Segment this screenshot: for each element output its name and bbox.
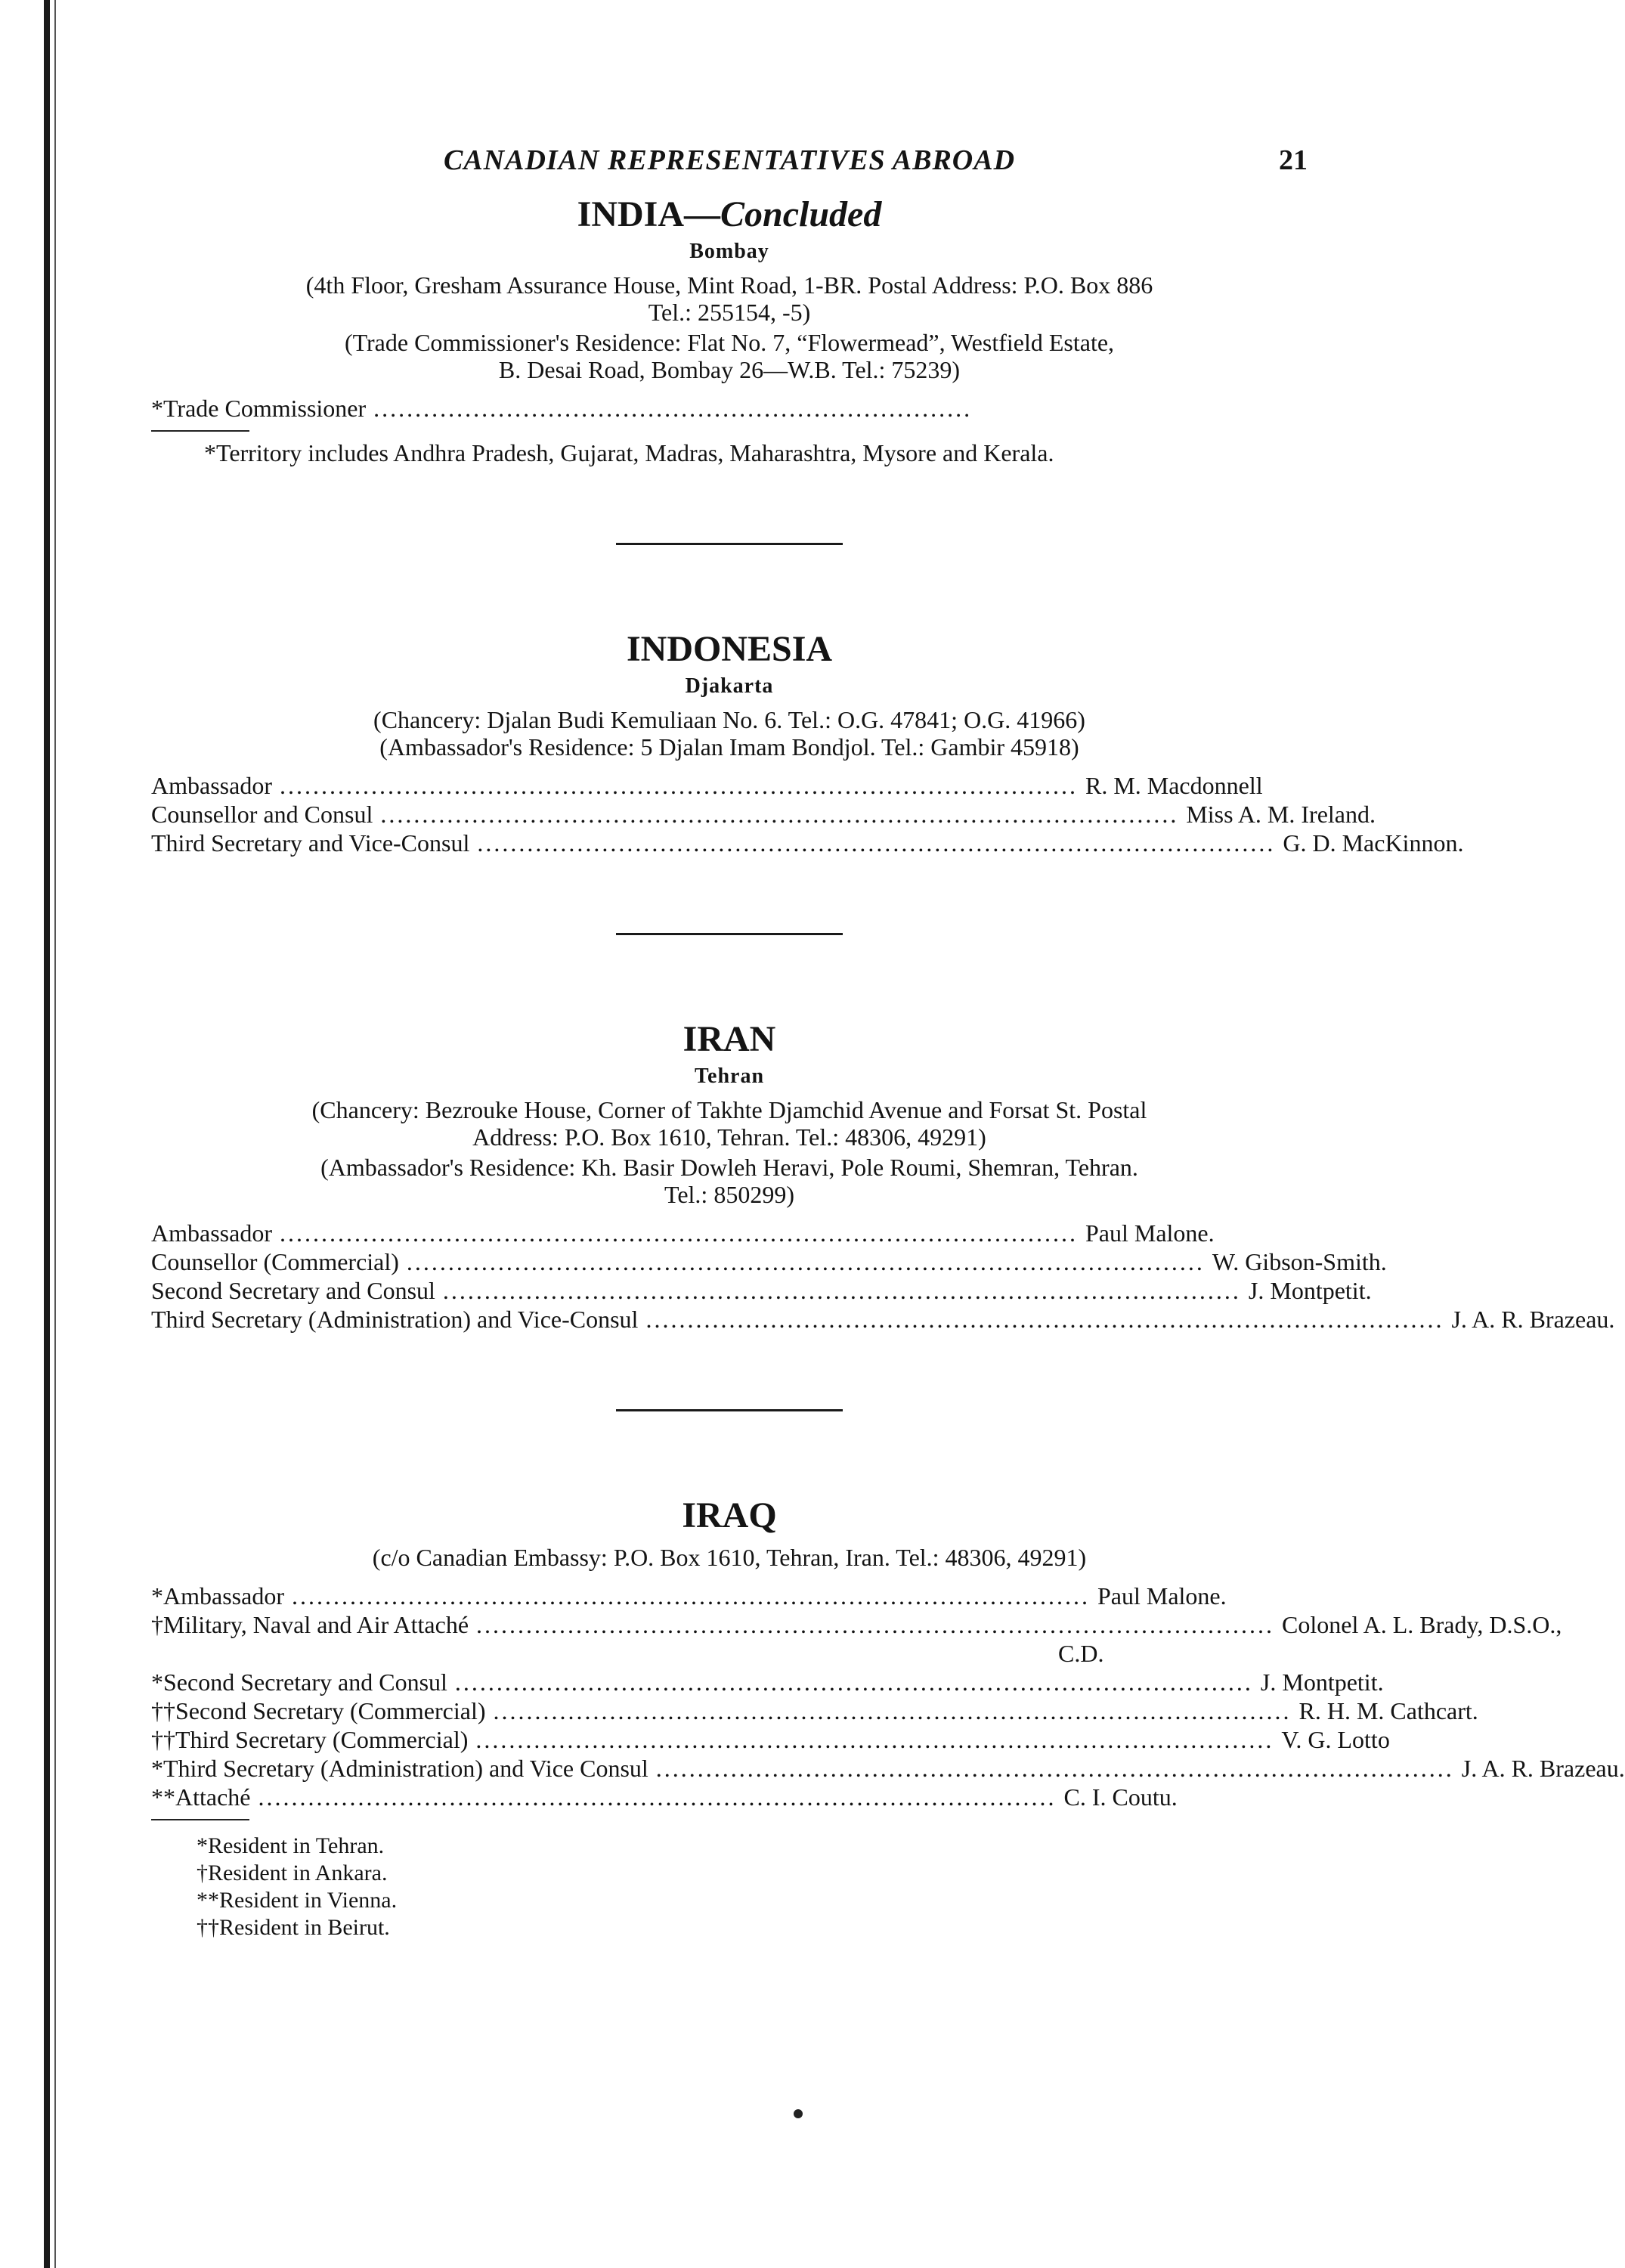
staff-row: Ambassador ................................................................................................ R. M. Macdonnell	[151, 772, 1263, 799]
staff-row: Ambassador ................................................................................................ Paul Malone.	[151, 1219, 1215, 1247]
country-heading: INDONESIA	[626, 629, 833, 669]
staff-row: †Military, Naval and Air Attaché ................................................................................................ Colonel A. L. Brady, D.S.O.,	[151, 1611, 1562, 1638]
page	[151, 144, 1625, 1941]
staff-row: Counsellor and Consul ................................................................................................ Miss A. M. Ireland.	[151, 801, 1376, 828]
footnote: *Territory includes Andhra Pradesh, Gujarat, Madras, Maharashtra, Mysore and Kerala.	[204, 439, 1054, 466]
city-heading: Djakarta	[685, 674, 774, 698]
footnote-rule	[151, 430, 249, 432]
footnote: ††Resident in Beirut.	[197, 1915, 390, 1940]
section-iran	[151, 1018, 1615, 1334]
staff-row: **Attaché ................................................................................................ C. I. Coutu.	[151, 1783, 1178, 1811]
footnote: *Resident in Tehran.	[197, 1833, 385, 1858]
section-separator	[616, 933, 843, 935]
section-separator	[616, 1409, 843, 1411]
staff-row: Third Secretary (Administration) and Vice-Consul ................................................................................................ J. A. R. Brazeau.	[151, 1306, 1615, 1333]
staff-row: Third Secretary and Vice-Consul ................................................................................................ G. D. MacKinnon.	[151, 829, 1464, 857]
address-block: (Chancery: Djalan Budi Kemuliaan No. 6. Tel.: O.G. 47841; O.G. 41966) (Ambassador's Residence: 5 Djalan Imam Bondjol. Tel.: Gambir 45918)	[373, 706, 1085, 761]
staff-row: *Second Secretary and Consul ................................................................................................ J. Montpetit.	[151, 1668, 1384, 1696]
section-indonesia	[151, 628, 1464, 857]
address-block: (Chancery: Bezrouke House, Corner of Takhte Djamchid Avenue and Forsat St. Postal Address: P.O. Box 1610, Tehran. Tel.: 48306, 49291) (Ambassador's Residence: Kh. Basir Dowleh Heravi, Pole Roumi, Shemran, Tehran. Tel.: 850299)	[311, 1096, 1147, 1208]
staff-row: *Trade Commissioner ........................................................................	[151, 395, 973, 422]
city-heading: Bombay	[689, 240, 769, 263]
footnote: †Resident in Ankara.	[197, 1861, 388, 1885]
staff-row: ††Third Secretary (Commercial) ................................................................................................ V. G. Lotto	[151, 1726, 1390, 1753]
country-heading: IRAQ	[682, 1495, 777, 1535]
scan-edge	[44, 0, 50, 2268]
footnotes	[151, 1833, 1308, 1941]
staff-row: *Ambassador ................................................................................................ Paul Malone.	[151, 1582, 1227, 1610]
address-block: (c/o Canadian Embassy: P.O. Box 1610, Tehran, Iran. Tel.: 48306, 49291)	[372, 1544, 1087, 1571]
section-india	[151, 194, 1308, 467]
staff-row: ††Second Secretary (Commercial) ................................................................................................ R. H. M. Cathcart.	[151, 1697, 1478, 1724]
section-separator	[616, 543, 843, 545]
city-heading: Tehran	[694, 1064, 765, 1088]
page-number: 21	[1279, 144, 1308, 176]
country-heading: IRAN	[682, 1019, 776, 1059]
footnote: **Resident in Vienna.	[197, 1888, 398, 1913]
staff-row: Second Secretary and Consul ................................................................................................ J. Montpetit.	[151, 1277, 1372, 1304]
staff-row: *Third Secretary (Administration) and Vice Consul ................................................................................................ J. A. R. Brazeau.	[151, 1755, 1625, 1782]
scan-edge-line	[54, 0, 56, 2268]
running-head-title: CANADIAN REPRESENTATIVES ABROAD	[443, 144, 1016, 176]
country-heading: INDIA—Concluded	[577, 194, 882, 234]
footnote-rule	[151, 1819, 249, 1820]
staff-row-continuation: C.D.	[1058, 1640, 1104, 1667]
staff-row: Counsellor (Commercial) ................................................................................................ W. Gibson-Smith.	[151, 1248, 1387, 1275]
running-head	[151, 144, 1308, 189]
page-mark	[794, 2109, 803, 2118]
address-block: (4th Floor, Gresham Assurance House, Mint Road, 1-BR. Postal Address: P.O. Box 886 Tel.: 255154, -5) (Trade Commissioner's Residence: Flat No. 7, “Flowermead”, Westfield Estate, B. Desai Road, Bombay 26—W.B. Tel.: 75239)	[305, 271, 1153, 383]
section-iraq	[151, 1495, 1625, 1941]
